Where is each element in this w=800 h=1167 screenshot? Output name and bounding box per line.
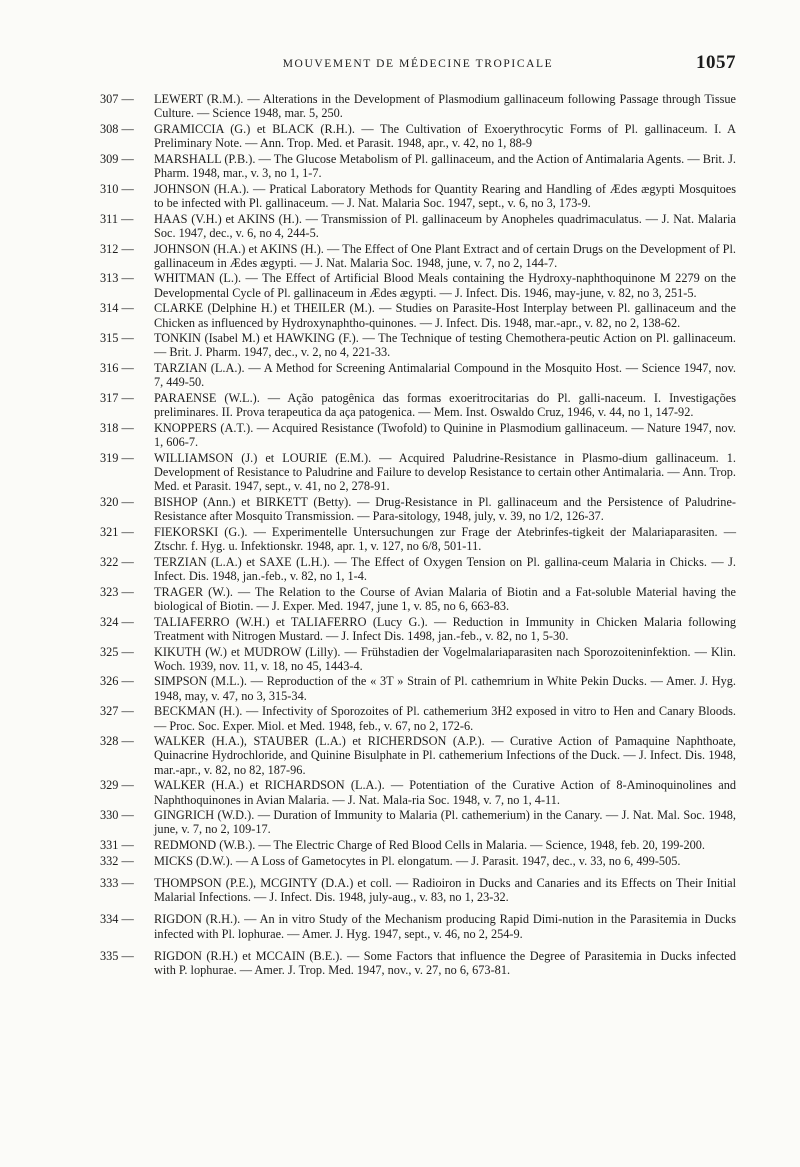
- bibliography-entry: [100, 615, 736, 643]
- entry-number: 329 —: [100, 778, 134, 793]
- entry-number: 320 —: [100, 494, 134, 509]
- bibliography-entry: [100, 525, 736, 553]
- entry-number: 326 —: [100, 674, 134, 689]
- entry-number: 330 —: [100, 808, 134, 823]
- entry-number: 327 —: [100, 704, 134, 719]
- bibliography-entry: [100, 242, 736, 270]
- entry-number: 331 —: [100, 838, 134, 853]
- entry-text: JOHNSON (H.A.). — Pratical Laboratory Methods for Quantity Rearing and Handling of Ædes ægypti Mosquitoes to be infected with Pl. gallinaceum. — J. Nat. Malaria Soc. 1947, sept., v. 6, no 3, 173-9.: [154, 181, 736, 210]
- entry-number: 315 —: [100, 331, 134, 346]
- entry-text: WHITMAN (L.). — The Effect of Artificial Blood Meals containing the Hydroxy-naphthoquinone M 2279 on the Developmental Cycle of Pl. gallinaceum in Ædes ægypti. — J. Infect. Dis. 1946, may-june, v. 82, no 3, 251-5.: [154, 271, 736, 300]
- entry-text: WALKER (H.A.) et RICHARDSON (L.A.). — Potentiation of the Curative Action of 8-Aminoquinolines and Naphthoquinones in Avian Malaria. — J. Nat. Mala-ria Soc. 1948, v. 7, no 1, 4-11.: [154, 778, 736, 807]
- bibliography-entry: [100, 361, 736, 389]
- entry-number: 316 —: [100, 361, 134, 376]
- bibliography-entry: [100, 585, 736, 613]
- entry-text: PARAENSE (W.L.). — Ação patogênica das formas exoeritrocitarias do Pl. galli-naceum. I. Investigações preliminares. II. Prova terapeutica da aça patogenica. — Mem. Inst. Oswaldo Cruz, 1946, v. 44, no 1, 147-92.: [154, 391, 736, 420]
- entry-number: 309 —: [100, 151, 134, 166]
- entry-text: BECKMAN (H.). — Infectivity of Sporozoites of Pl. cathemerium 3H2 exposed in vitro to Hen and Canary Bloods. — Proc. Soc. Exper. Miol. et Med. 1948, feb., v. 67, no 2, 172-6.: [154, 704, 736, 733]
- bibliography-entry: [100, 645, 736, 673]
- bibliography-entry: [100, 555, 736, 583]
- entry-text: REDMOND (W.B.). — The Electric Charge of Red Blood Cells in Malaria. — Science, 1948, feb. 20, 199-200.: [154, 838, 705, 853]
- entry-number: 325 —: [100, 644, 134, 659]
- bibliography-entry: [100, 391, 736, 419]
- bibliography-entry: [100, 421, 736, 449]
- entry-number: 317 —: [100, 391, 134, 406]
- entry-text: WALKER (H.A.), STAUBER (L.A.) et RICHERDSON (A.P.). — Curative Action of Pamaquine Naphthoate, Quinacrine Hydrochloride, and Quinine Bisulphate in Pl. cathemerium Infections of the Duck. — J. Infect. Dis. 1948, mar.-apr., v. 82, no 82, 187-96.: [154, 734, 736, 777]
- entry-text: HAAS (V.H.) et AKINS (H.). — Transmission of Pl. gallinaceum by Anopheles quadrimaculatus. — J. Nat. Malaria Soc. 1947, dec., v. 6, no 4, 244-5.: [154, 211, 736, 240]
- entry-number: 328 —: [100, 734, 134, 749]
- entry-number: 319 —: [100, 450, 134, 465]
- entry-text: MICKS (D.W.). — A Loss of Gametocytes in Pl. elongatum. — J. Parasit. 1947, dec., v. 33, no 6, 499-505.: [154, 853, 681, 868]
- entry-text: LEWERT (R.M.). — Alterations in the Development of Plasmodium gallinaceum following Passage through Tissue Culture. — Science 1948, mar. 5, 250.: [154, 92, 736, 121]
- entry-text: FIEKORSKI (G.). — Experimentelle Untersuchungen zur Frage der Atebrinfes-tigkeit der Malariaparasiten. — Ztschr. f. Hyg. u. Infektionskr. 1948, apr. 1, v. 127, no 6/8, 501-11.: [154, 524, 736, 554]
- running-title: MOUVEMENT DE MÉDECINE TROPICALE: [282, 58, 554, 70]
- entry-number: 335 —: [100, 948, 134, 963]
- entry-text: KNOPPERS (A.T.). — Acquired Resistance (Twofold) to Quinine in Plasmodium gallinaceum. — Nature 1947, nov. 1, 606-7.: [154, 420, 736, 450]
- bibliography-entry: [100, 271, 736, 299]
- entry-text: RIGDON (R.H.) et MCCAIN (B.E.). — Some Factors that influence the Degree of Parasitemia in Ducks infected with P. lophurae. — Amer. J. Trop. Med. 1947, nov., v. 27, no 6, 673-81.: [154, 948, 736, 978]
- entry-number: 318 —: [100, 420, 134, 435]
- bibliography-entry: [100, 674, 736, 702]
- entry-number: 324 —: [100, 614, 134, 629]
- entry-number: 334 —: [100, 912, 134, 927]
- entry-text: KIKUTH (W.) et MUDROW (Lilly). — Frühstadien der Vogelmalariaparasiten nach Sporozoiteninfektion. — Klin. Woch. 1939, nov. 11, v. 18, no 45, 1443-4.: [154, 644, 736, 673]
- bibliography-entry: [100, 838, 736, 852]
- entry-number: 322 —: [100, 554, 134, 569]
- entry-number: 323 —: [100, 584, 134, 599]
- entry-number: 310 —: [100, 181, 134, 196]
- bibliography-entry: [100, 301, 736, 329]
- bibliography-entry: [100, 152, 736, 180]
- entry-text: WILLIAMSON (J.) et LOURIE (E.M.). — Acquired Paludrine-Resistance in Plasmo-dium gallinaceum. 1. Development of Resistance to Paludrine and Failure to develop Resistance to certain other Antimalaria. — Ann. Trop. Med. et Parasit. 1947, sept., v. 41, no 2, 278-91.: [154, 450, 736, 494]
- entry-number: 332 —: [100, 853, 134, 868]
- bibliography-entry: [100, 495, 736, 523]
- bibliography-entry: [100, 182, 736, 210]
- bibliography-entry: [100, 808, 736, 836]
- entry-number: 314 —: [100, 301, 134, 316]
- entry-text: THOMPSON (P.E.), MCGINTY (D.A.) et coll. — Radioiron in Ducks and Canaries and its Effects on Their Initial Malarial Infections. — J. Infect. Dis. 1948, july-aug., v. 83, no 1, 23-32.: [154, 876, 736, 905]
- running-head: [98, 52, 738, 76]
- bibliography-entry: [100, 854, 736, 868]
- bibliography-entry: [100, 212, 736, 240]
- entry-text: JOHNSON (H.A.) et AKINS (H.). — The Effect of One Plant Extract and of certain Drugs on the Development of Pl. gallinaceum in Ædes ægypti. — J. Nat. Malaria Soc. 1948, june, v. 7, no 2, 144-7.: [154, 241, 736, 270]
- bibliography-entry: [100, 912, 736, 940]
- bibliography-entry: [100, 734, 736, 777]
- entry-text: RIGDON (R.H.). — An in vitro Study of the Mechanism producing Rapid Dimi-nution in the Parasitemia in Ducks infected with Pl. lophurae. — Amer. J. Hyg. 1947, sept., v. 46, no 2, 254-9.: [154, 912, 736, 941]
- entry-number: 307 —: [100, 92, 134, 106]
- entry-number: 313 —: [100, 271, 134, 286]
- entry-text: GRAMICCIA (G.) et BLACK (R.H.). — The Cultivation of Exoerythrocytic Forms of Pl. gallinaceum. I. A Preliminary Note. — Ann. Trop. Med. et Parasit. 1948, apr., v. 42, no 1, 88-9: [154, 121, 736, 151]
- entry-text: TALIAFERRO (W.H.) et TALIAFERRO (Lucy G.). — Reduction in Immunity in Chicken Malaria following Treatment with Nitrogen Mustard. — J. Infect Dis. 1498, jan.-feb., v. 82, no 1, 5-30.: [154, 614, 736, 643]
- entry-text: TARZIAN (L.A.). — A Method for Screening Antimalarial Compound in the Mosquito Host. — Science 1947, nov. 7, 449-50.: [154, 361, 736, 390]
- page-number: 1057: [696, 52, 736, 73]
- entry-text: SIMPSON (M.L.). — Reproduction of the « 3T » Strain of Pl. cathemrium in White Pekin Ducks. — Amer. J. Hyg. 1948, may, v. 47, no 3, 315-34.: [154, 674, 736, 703]
- bibliography-entry: [100, 778, 736, 806]
- entry-number: 333 —: [100, 876, 134, 891]
- bibliography-entry: [100, 122, 736, 150]
- entry-text: TRAGER (W.). — The Relation to the Course of Avian Malaria of Biotin and a Fat-soluble Material having the biological of Biotin. — J. Exper. Med. 1947, june 1, v. 85, no 6, 663-83.: [154, 584, 736, 613]
- entry-text: TERZIAN (L.A.) et SAXE (L.H.). — The Effect of Oxygen Tension on Pl. gallina-ceum Malaria in Chicks. — J. Infect. Dis. 1948, jan.-feb., v. 82, no 1, 1-4.: [154, 554, 736, 583]
- bibliography-entry: [100, 331, 736, 359]
- entry-number: 311 —: [100, 211, 134, 226]
- bibliography-entry: [100, 704, 736, 732]
- entry-text: BISHOP (Ann.) et BIRKETT (Betty). — Drug-Resistance in Pl. gallinaceum and the Persistence of Paludrine-Resistance after Mosquito Transmission. — Para-sitology, 1948, july, v. 39, no 1/2, 126-37.: [154, 494, 736, 524]
- entry-number: 308 —: [100, 121, 134, 136]
- entry-text: CLARKE (Delphine H.) et THEILER (M.). — Studies on Parasite-Host Interplay between Pl. gallinaceum and the Chicken as influenced by Hydroxynaphtho-quinones. — J. Infect. Dis. 1948, mar.-apr., v. 82, no 2, 138-62.: [154, 301, 736, 330]
- entry-number: 321 —: [100, 524, 134, 539]
- bibliography-entry: [100, 92, 736, 120]
- entry-number: 312 —: [100, 241, 134, 256]
- bibliography-entry: [100, 949, 736, 977]
- bibliography-entry: [100, 451, 736, 494]
- entry-text: TONKIN (Isabel M.) et HAWKING (F.). — The Technique of testing Chemothera-peutic Action on Pl. gallinaceum. — Brit. J. Pharm. 1947, dec., v. 2, no 4, 221-33.: [154, 331, 736, 360]
- bibliography-list: [100, 92, 736, 979]
- entry-text: MARSHALL (P.B.). — The Glucose Metabolism of Pl. gallinaceum, and the Action of Antimalaria Agents. — Brit. J. Pharm. 1948, mar., v. 3, no 1, 1-7.: [154, 151, 736, 181]
- bibliography-entry: [100, 876, 736, 904]
- entry-text: GINGRICH (W.D.). — Duration of Immunity to Malaria (Pl. cathemerium) in the Canary. — J. Nat. Mal. Soc. 1948, june, v. 7, no 2, 109-17.: [154, 808, 736, 837]
